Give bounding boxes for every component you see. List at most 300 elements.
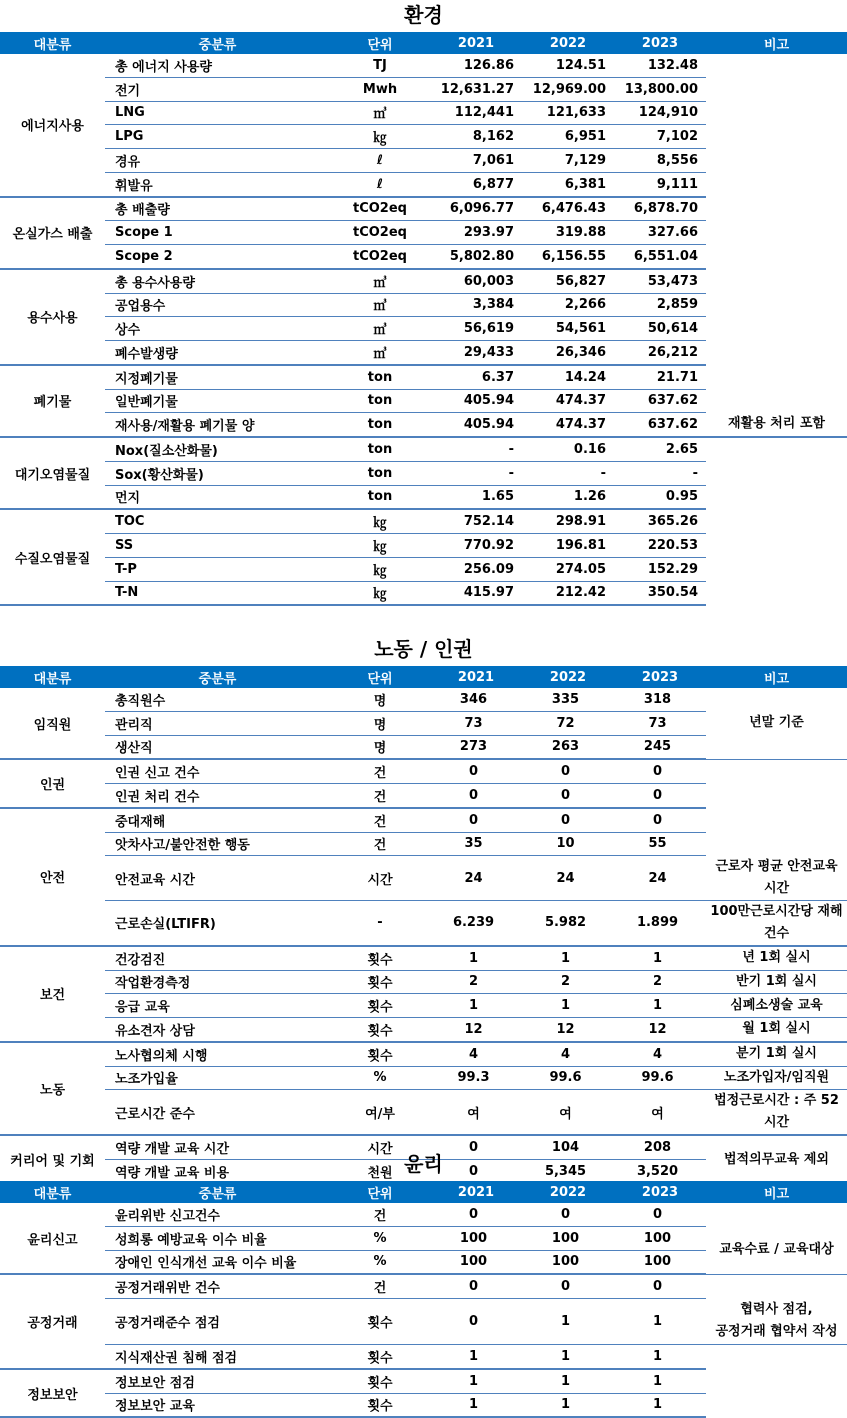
subcategory-cell: 공정거래위반 건수 — [105, 1274, 330, 1298]
value-2022: 26,346 — [522, 341, 614, 365]
unit-cell: ㎏ — [330, 557, 430, 581]
category-cell: 인권 — [0, 759, 105, 808]
header-row — [0, 1181, 847, 1203]
labor-title: 노동 / 인권 — [374, 637, 473, 661]
unit-cell: % — [330, 1250, 430, 1274]
subcategory-cell: 유소견자 상담 — [105, 1018, 330, 1042]
table-row — [0, 1299, 847, 1345]
table-row — [0, 688, 847, 711]
table-row — [0, 77, 847, 101]
value-2021: 1 — [430, 994, 522, 1018]
table-row — [0, 485, 847, 509]
note-cell: 100만근로시간당 재해건수 — [706, 900, 847, 946]
table-row — [0, 581, 847, 605]
header-2022: 2022 — [522, 666, 614, 688]
value-2021: 73 — [430, 711, 522, 735]
value-2023: 2.65 — [614, 437, 706, 461]
unit-cell: ㎥ — [330, 269, 430, 293]
header-minor: 중분류 — [105, 666, 330, 688]
note-cell — [706, 245, 847, 269]
note-cell — [706, 149, 847, 173]
unit-cell: ㎥ — [330, 341, 430, 365]
table-row — [0, 1042, 847, 1066]
note-cell — [706, 437, 847, 461]
value-2023: 2 — [614, 970, 706, 994]
value-2023: 0 — [614, 1203, 706, 1226]
value-2021: 0 — [430, 1160, 522, 1184]
value-2021: 273 — [430, 735, 522, 759]
value-2023: 220.53 — [614, 534, 706, 558]
unit-cell: ㎏ — [330, 125, 430, 149]
table-row — [0, 557, 847, 581]
value-2023: 24 — [614, 856, 706, 901]
table-row — [0, 1226, 847, 1250]
unit-cell: 여/부 — [330, 1090, 430, 1136]
value-2022: 5,345 — [522, 1160, 614, 1184]
value-2022: 6,476.43 — [522, 197, 614, 221]
subcategory-cell: LPG — [105, 125, 330, 149]
value-2023: 245 — [614, 735, 706, 759]
subcategory-cell: TOC — [105, 509, 330, 533]
note-cell — [706, 509, 847, 533]
note-cell: 분기 1회 실시 — [706, 1042, 847, 1066]
header-2022: 2022 — [522, 32, 614, 54]
value-2023: 9,111 — [614, 172, 706, 196]
subcategory-cell: 작업환경측정 — [105, 970, 330, 994]
note-cell — [706, 581, 847, 605]
subcategory-cell: 상수 — [105, 317, 330, 341]
value-2023: 0 — [614, 759, 706, 783]
unit-cell: 천원 — [330, 1160, 430, 1184]
header-note: 비고 — [706, 666, 847, 688]
subcategory-cell: 총직원수 — [105, 688, 330, 711]
note-cell — [706, 759, 847, 783]
category-cell: 정보보안 — [0, 1369, 105, 1418]
value-2021: 1 — [430, 1345, 522, 1369]
value-2023: 152.29 — [614, 557, 706, 581]
subcategory-cell: 인권 처리 건수 — [105, 784, 330, 808]
note-cell — [706, 365, 847, 389]
unit-cell: - — [330, 900, 430, 946]
value-2022: 10 — [522, 832, 614, 856]
table-row — [0, 832, 847, 856]
note-cell — [706, 784, 847, 808]
note-cell — [706, 485, 847, 509]
subcategory-cell: 건강검진 — [105, 946, 330, 970]
value-2021: 346 — [430, 688, 522, 711]
unit-cell: % — [330, 1226, 430, 1250]
category-cell: 용수사용 — [0, 269, 105, 365]
category-cell: 보건 — [0, 946, 105, 1042]
ethics-title: 윤리 — [404, 1152, 443, 1176]
subcategory-cell: 정보보안 점검 — [105, 1369, 330, 1393]
value-2021: 126.86 — [430, 54, 522, 77]
table-row — [0, 101, 847, 125]
subcategory-cell: 전기 — [105, 77, 330, 101]
value-2023: 6,878.70 — [614, 197, 706, 221]
subcategory-cell: 경유 — [105, 149, 330, 173]
value-2022: 1 — [522, 1299, 614, 1345]
value-2021: 29,433 — [430, 341, 522, 365]
unit-cell: 횟수 — [330, 1018, 430, 1042]
value-2022: 124.51 — [522, 54, 614, 77]
table-row — [0, 269, 847, 293]
value-2023: 1 — [614, 994, 706, 1018]
value-2021: - — [430, 461, 522, 485]
table-row — [0, 1393, 847, 1417]
value-2022: 6,951 — [522, 125, 614, 149]
table-row — [0, 509, 847, 533]
value-2023: 4 — [614, 1042, 706, 1066]
value-2022: 14.24 — [522, 365, 614, 389]
subcategory-cell: 공정거래준수 점검 — [105, 1299, 330, 1345]
value-2023: 50,614 — [614, 317, 706, 341]
table-row — [0, 946, 847, 970]
value-2021: 8,162 — [430, 125, 522, 149]
value-2022: 54,561 — [522, 317, 614, 341]
value-2023: 1.899 — [614, 900, 706, 946]
value-2023: 637.62 — [614, 389, 706, 413]
header-note: 비고 — [706, 1181, 847, 1203]
table-row — [0, 197, 847, 221]
value-2022: 12 — [522, 1018, 614, 1042]
value-2021: 112,441 — [430, 101, 522, 125]
unit-cell: ㎏ — [330, 509, 430, 533]
note-cell — [706, 317, 847, 341]
table-row — [0, 534, 847, 558]
subcategory-cell: 근로시간 준수 — [105, 1090, 330, 1136]
unit-cell: 건 — [330, 832, 430, 856]
value-2023: 318 — [614, 688, 706, 711]
unit-cell: ton — [330, 461, 430, 485]
value-2021: 0 — [430, 784, 522, 808]
note-cell: 협력사 점검, 공정거래 협약서 작성 — [706, 1299, 847, 1345]
category-cell: 에너지사용 — [0, 54, 105, 197]
category-cell: 노동 — [0, 1042, 105, 1136]
subcategory-cell: 총 에너지 사용량 — [105, 54, 330, 77]
subcategory-cell: 정보보안 교육 — [105, 1393, 330, 1417]
note-cell: 교육수료 / 교육대상 — [706, 1226, 847, 1274]
category-cell: 안전 — [0, 808, 105, 946]
table-row — [0, 437, 847, 461]
subcategory-cell: 총 배출량 — [105, 197, 330, 221]
note-cell: 심폐소생술 교육 — [706, 994, 847, 1018]
subcategory-cell: 노사협의체 시행 — [105, 1042, 330, 1066]
header-unit: 단위 — [330, 1181, 430, 1203]
subcategory-cell: Nox(질소산화물) — [105, 437, 330, 461]
table-row — [0, 413, 847, 437]
header-major: 대분류 — [0, 32, 105, 54]
header-minor: 중분류 — [105, 32, 330, 54]
value-2021: 6,877 — [430, 172, 522, 196]
value-2023: 여 — [614, 1090, 706, 1136]
value-2021: 3,384 — [430, 293, 522, 317]
unit-cell: ton — [330, 389, 430, 413]
value-2023: 99.6 — [614, 1066, 706, 1090]
env-title: 환경 — [404, 3, 443, 27]
category-cell: 온실가스 배출 — [0, 197, 105, 269]
value-2021: 0 — [430, 808, 522, 832]
value-2022: 6,381 — [522, 172, 614, 196]
note-cell — [706, 125, 847, 149]
category-cell: 윤리신고 — [0, 1203, 105, 1274]
value-2021: - — [430, 437, 522, 461]
value-2021: 1 — [430, 1369, 522, 1393]
category-cell: 대기오염물질 — [0, 437, 105, 509]
value-2023: 8,556 — [614, 149, 706, 173]
subcategory-cell: 응급 교육 — [105, 994, 330, 1018]
unit-cell: ton — [330, 365, 430, 389]
category-cell: 임직원 — [0, 688, 105, 759]
unit-cell: tCO2eq — [330, 221, 430, 245]
note-cell — [706, 832, 847, 856]
note-cell: 월 1회 실시 — [706, 1018, 847, 1042]
subcategory-cell: 장애인 인식개선 교육 이수 비율 — [105, 1250, 330, 1274]
unit-cell: 시간 — [330, 856, 430, 901]
value-2021: 0 — [430, 759, 522, 783]
value-2021: 405.94 — [430, 389, 522, 413]
unit-cell: tCO2eq — [330, 245, 430, 269]
value-2021: 60,003 — [430, 269, 522, 293]
category-cell: 커리어 및 기회 — [0, 1135, 105, 1184]
value-2022: 0 — [522, 808, 614, 832]
table-row — [0, 365, 847, 389]
subcategory-cell: 앗차사고/불안전한 행동 — [105, 832, 330, 856]
value-2022: 5.982 — [522, 900, 614, 946]
value-2022: 72 — [522, 711, 614, 735]
value-2022: 99.6 — [522, 1066, 614, 1090]
header-2023: 2023 — [614, 666, 706, 688]
table-row — [0, 994, 847, 1018]
table-row — [0, 970, 847, 994]
value-2022: 1 — [522, 994, 614, 1018]
table-row — [0, 461, 847, 485]
note-cell — [706, 197, 847, 221]
value-2021: 99.3 — [430, 1066, 522, 1090]
note-cell: 노조가입자/임직원 — [706, 1066, 847, 1090]
value-2022: 474.37 — [522, 413, 614, 437]
value-2022: 0.16 — [522, 437, 614, 461]
subcategory-cell: 생산직 — [105, 735, 330, 759]
unit-cell: 건 — [330, 759, 430, 783]
subcategory-cell: 관리직 — [105, 711, 330, 735]
value-2023: 2,859 — [614, 293, 706, 317]
value-2022: 298.91 — [522, 509, 614, 533]
unit-cell: ton — [330, 437, 430, 461]
value-2022: 319.88 — [522, 221, 614, 245]
value-2023: 0 — [614, 1274, 706, 1298]
value-2023: 1 — [614, 1345, 706, 1369]
unit-cell: % — [330, 1066, 430, 1090]
value-2023: 1 — [614, 1369, 706, 1393]
value-2022: 0 — [522, 784, 614, 808]
header-2021: 2021 — [430, 666, 522, 688]
unit-cell: ㎏ — [330, 581, 430, 605]
value-2021: 6,096.77 — [430, 197, 522, 221]
value-2023: 26,212 — [614, 341, 706, 365]
unit-cell: ㎏ — [330, 534, 430, 558]
subcategory-cell: 근로손실(LTIFR) — [105, 900, 330, 946]
note-cell — [706, 172, 847, 196]
header-2021: 2021 — [430, 1181, 522, 1203]
value-2021: 293.97 — [430, 221, 522, 245]
unit-cell: 건 — [330, 1274, 430, 1298]
value-2022: 2 — [522, 970, 614, 994]
note-cell: 반기 1회 실시 — [706, 970, 847, 994]
subcategory-cell: T-N — [105, 581, 330, 605]
table-row — [0, 221, 847, 245]
table-row — [0, 389, 847, 413]
unit-cell: ℓ — [330, 149, 430, 173]
header-row — [0, 666, 847, 688]
unit-cell: 건 — [330, 808, 430, 832]
subcategory-cell: 먼지 — [105, 485, 330, 509]
value-2023: 12 — [614, 1018, 706, 1042]
value-2023: 0 — [614, 808, 706, 832]
note-cell: 년 1회 실시 — [706, 946, 847, 970]
note-cell — [706, 557, 847, 581]
value-2021: 0 — [430, 1203, 522, 1226]
subcategory-cell: 지식재산권 침해 점검 — [105, 1345, 330, 1369]
table-row — [0, 172, 847, 196]
table-row — [0, 293, 847, 317]
value-2022: 121,633 — [522, 101, 614, 125]
category-cell: 공정거래 — [0, 1274, 105, 1369]
subcategory-cell: 인권 신고 건수 — [105, 759, 330, 783]
subcategory-cell: 노조가입율 — [105, 1066, 330, 1090]
value-2021: 415.97 — [430, 581, 522, 605]
value-2021: 12,631.27 — [430, 77, 522, 101]
value-2021: 752.14 — [430, 509, 522, 533]
subcategory-cell: 역량 개발 교육 시간 — [105, 1135, 330, 1159]
value-2023: 0.95 — [614, 485, 706, 509]
subcategory-cell: Scope 1 — [105, 221, 330, 245]
value-2022: 196.81 — [522, 534, 614, 558]
subcategory-cell: 폐수발생량 — [105, 341, 330, 365]
labor-table — [0, 666, 847, 1185]
value-2022: 274.05 — [522, 557, 614, 581]
value-2023: 637.62 — [614, 413, 706, 437]
value-2021: 1 — [430, 946, 522, 970]
note-cell: 재활용 처리 포함 — [706, 413, 847, 437]
unit-cell: Mwh — [330, 77, 430, 101]
value-2021: 56,619 — [430, 317, 522, 341]
value-2022: 여 — [522, 1090, 614, 1136]
unit-cell: ℓ — [330, 172, 430, 196]
value-2021: 1.65 — [430, 485, 522, 509]
value-2021: 256.09 — [430, 557, 522, 581]
value-2023: 132.48 — [614, 54, 706, 77]
header-major: 대분류 — [0, 666, 105, 688]
subcategory-cell: 역량 개발 교육 비용 — [105, 1160, 330, 1184]
table-row — [0, 317, 847, 341]
header-2023: 2023 — [614, 1181, 706, 1203]
unit-cell: 건 — [330, 784, 430, 808]
value-2021: 5,802.80 — [430, 245, 522, 269]
note-cell — [706, 1393, 847, 1417]
subcategory-cell: 안전교육 시간 — [105, 856, 330, 901]
unit-cell: ton — [330, 485, 430, 509]
subcategory-cell: Sox(황산화물) — [105, 461, 330, 485]
unit-cell: tCO2eq — [330, 197, 430, 221]
value-2022: 335 — [522, 688, 614, 711]
table-row — [0, 1345, 847, 1369]
value-2023: 3,520 — [614, 1160, 706, 1184]
subcategory-cell: 공업용수 — [105, 293, 330, 317]
value-2023: 100 — [614, 1226, 706, 1250]
value-2022: 0 — [522, 1203, 614, 1226]
unit-cell: 횟수 — [330, 1369, 430, 1393]
header-minor: 중분류 — [105, 1181, 330, 1203]
table-row — [0, 1274, 847, 1298]
value-2022: 2,266 — [522, 293, 614, 317]
value-2023: 1 — [614, 946, 706, 970]
table-row — [0, 149, 847, 173]
value-2022: 0 — [522, 759, 614, 783]
ethics-table — [0, 1181, 847, 1418]
value-2022: 474.37 — [522, 389, 614, 413]
header-2021: 2021 — [430, 32, 522, 54]
header-2023: 2023 — [614, 32, 706, 54]
value-2021: 24 — [430, 856, 522, 901]
category-cell: 수질오염물질 — [0, 509, 105, 605]
value-2022: 212.42 — [522, 581, 614, 605]
value-2021: 4 — [430, 1042, 522, 1066]
value-2023: 13,800.00 — [614, 77, 706, 101]
note-cell — [706, 534, 847, 558]
note-cell — [706, 1203, 847, 1226]
unit-cell: 횟수 — [330, 1042, 430, 1066]
value-2022: 1 — [522, 946, 614, 970]
value-2021: 여 — [430, 1090, 522, 1136]
subcategory-cell: SS — [105, 534, 330, 558]
subcategory-cell: 중대재해 — [105, 808, 330, 832]
value-2022: 100 — [522, 1226, 614, 1250]
note-cell — [706, 77, 847, 101]
unit-cell: 시간 — [330, 1135, 430, 1159]
value-2023: 124,910 — [614, 101, 706, 125]
value-2023: 327.66 — [614, 221, 706, 245]
value-2021: 100 — [430, 1226, 522, 1250]
table-row — [0, 341, 847, 365]
note-cell — [706, 1369, 847, 1393]
value-2023: - — [614, 461, 706, 485]
unit-cell: 횟수 — [330, 1345, 430, 1369]
value-2023: 350.54 — [614, 581, 706, 605]
table-row — [0, 1018, 847, 1042]
value-2022: 7,129 — [522, 149, 614, 173]
subcategory-cell: 휘발유 — [105, 172, 330, 196]
value-2021: 6.37 — [430, 365, 522, 389]
unit-cell: 횟수 — [330, 970, 430, 994]
table-row — [0, 1090, 847, 1136]
table-row — [0, 245, 847, 269]
value-2023: 100 — [614, 1250, 706, 1274]
table-row — [0, 1369, 847, 1393]
unit-cell: ㎥ — [330, 101, 430, 125]
subcategory-cell: LNG — [105, 101, 330, 125]
value-2021: 1 — [430, 1393, 522, 1417]
value-2022: 1.26 — [522, 485, 614, 509]
value-2021: 0 — [430, 1135, 522, 1159]
value-2022: 12,969.00 — [522, 77, 614, 101]
category-cell: 폐기물 — [0, 365, 105, 437]
table-row — [0, 1203, 847, 1226]
table-row — [0, 1066, 847, 1090]
unit-cell: 명 — [330, 711, 430, 735]
unit-cell: ㎥ — [330, 293, 430, 317]
unit-cell: ㎥ — [330, 317, 430, 341]
